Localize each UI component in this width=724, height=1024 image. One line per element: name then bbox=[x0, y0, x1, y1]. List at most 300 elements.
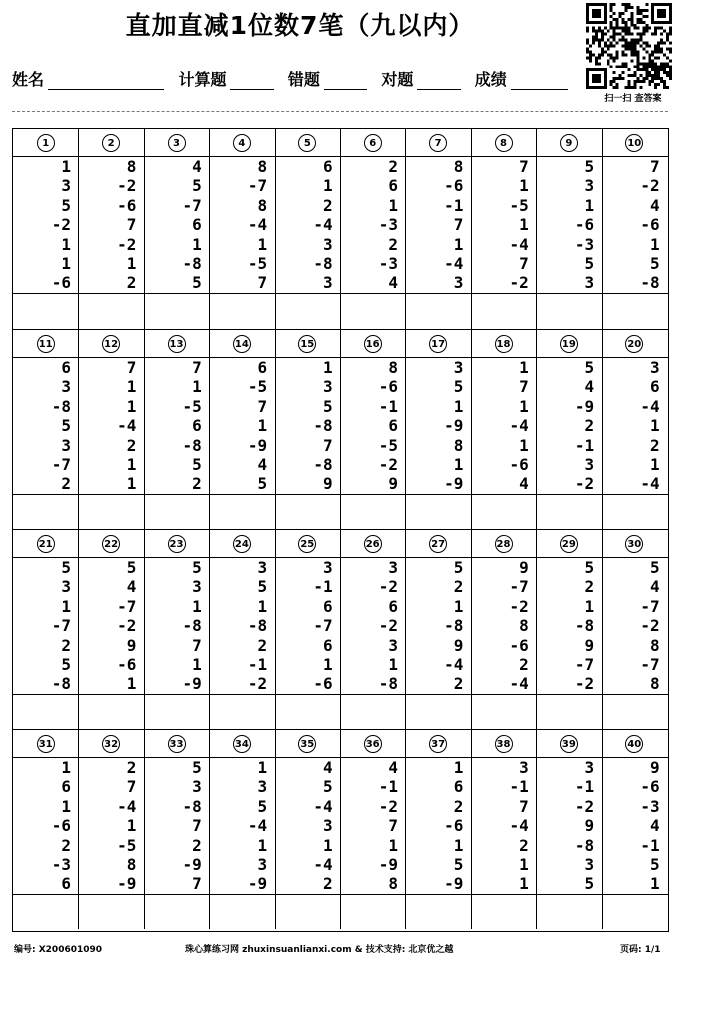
answer-cell[interactable] bbox=[78, 894, 143, 930]
problem-column bbox=[340, 358, 398, 494]
problem-term: 5 bbox=[192, 758, 202, 777]
qr-module bbox=[586, 50, 589, 53]
problem-term: -8 bbox=[574, 835, 595, 855]
qr-module bbox=[601, 30, 604, 33]
qr-module bbox=[610, 21, 613, 24]
problem-term: 6 bbox=[388, 176, 398, 196]
qr-module bbox=[645, 71, 648, 74]
info-blank[interactable] bbox=[48, 71, 164, 90]
qr-module bbox=[648, 62, 651, 65]
answer-cell[interactable] bbox=[471, 494, 536, 530]
qr-module bbox=[654, 62, 657, 65]
problem-term: 1 bbox=[61, 253, 71, 273]
qr-module bbox=[610, 15, 613, 18]
qr-module bbox=[633, 74, 636, 77]
qr-module bbox=[645, 50, 648, 53]
problem-term: 3 bbox=[453, 358, 464, 377]
answer-cell[interactable] bbox=[78, 293, 143, 329]
question-number: 37 bbox=[429, 735, 447, 753]
qr-module bbox=[619, 27, 622, 30]
qr-module bbox=[595, 33, 598, 36]
answer-cell[interactable] bbox=[536, 894, 601, 930]
qr-module bbox=[628, 3, 631, 6]
answer-cell[interactable] bbox=[602, 293, 667, 329]
problem-term: 2 bbox=[61, 835, 71, 855]
qr-module bbox=[633, 45, 636, 48]
problem-term: 3 bbox=[322, 558, 333, 577]
problem-term: 2 bbox=[61, 635, 71, 655]
problem-term: -8 bbox=[51, 674, 71, 694]
answer-cell[interactable] bbox=[209, 293, 274, 329]
qr-module bbox=[651, 68, 654, 71]
problem-term: -4 bbox=[313, 796, 333, 816]
qr-module bbox=[604, 42, 607, 45]
qr-module bbox=[648, 71, 651, 74]
problem-term: 3 bbox=[257, 854, 268, 874]
qr-module bbox=[586, 27, 589, 30]
qr-module bbox=[628, 83, 631, 86]
problem-term: 1 bbox=[126, 377, 137, 397]
qr-module bbox=[645, 27, 648, 30]
question-number: 24 bbox=[233, 535, 251, 553]
qr-module bbox=[622, 30, 625, 33]
answer-cell[interactable] bbox=[144, 894, 209, 930]
answer-cell[interactable] bbox=[340, 894, 405, 930]
problem-term: 3 bbox=[584, 273, 595, 293]
problem-term: 1 bbox=[61, 234, 71, 254]
qr-module bbox=[642, 80, 645, 83]
problem-term: 5 bbox=[61, 195, 71, 215]
problem-term: 1 bbox=[519, 358, 529, 377]
problem-column bbox=[275, 358, 333, 494]
question-number: 40 bbox=[625, 735, 643, 753]
problem-term: 1 bbox=[453, 454, 464, 474]
qr-module bbox=[622, 45, 625, 48]
problem-term: -9 bbox=[444, 416, 464, 436]
problem-term: 1 bbox=[61, 596, 71, 616]
qr-module bbox=[657, 45, 660, 48]
answer-cell[interactable] bbox=[340, 494, 405, 530]
qr-module bbox=[651, 77, 654, 80]
answer-cell[interactable] bbox=[536, 694, 601, 730]
qr-module bbox=[669, 59, 672, 62]
answer-cell[interactable] bbox=[275, 293, 340, 329]
qr-module bbox=[601, 47, 604, 50]
problem-term: -7 bbox=[247, 176, 268, 196]
problem-term: -6 bbox=[117, 195, 137, 215]
qr-module bbox=[607, 59, 610, 62]
problem-term: 2 bbox=[322, 195, 333, 215]
qr-module bbox=[669, 42, 672, 45]
qr-module bbox=[610, 36, 613, 39]
problem-term: 3 bbox=[257, 777, 268, 797]
problem-term: 3 bbox=[388, 635, 398, 655]
problem-term: -1 bbox=[574, 777, 595, 797]
problem-column bbox=[602, 558, 660, 694]
qr-module bbox=[639, 21, 642, 24]
problem-term: 2 bbox=[61, 474, 71, 494]
qr-module bbox=[607, 45, 610, 48]
question-number: 33 bbox=[168, 735, 186, 753]
answer-cell[interactable] bbox=[602, 694, 667, 730]
question-number: 11 bbox=[37, 335, 55, 353]
qr-module bbox=[619, 12, 622, 15]
problem-column bbox=[536, 157, 594, 293]
qr-module bbox=[636, 80, 639, 83]
problem-term: 6 bbox=[61, 777, 71, 797]
answer-cell[interactable] bbox=[13, 293, 78, 329]
qr-module bbox=[666, 33, 669, 36]
problem-term: 1 bbox=[519, 215, 529, 235]
problem-term: -3 bbox=[51, 854, 71, 874]
problem-term: 8 bbox=[388, 874, 398, 894]
problem-term: -2 bbox=[247, 674, 268, 694]
problem-term: -3 bbox=[378, 253, 398, 273]
qr-module bbox=[601, 33, 604, 36]
answer-cell[interactable] bbox=[144, 494, 209, 530]
qr-module bbox=[660, 65, 663, 68]
qr-module bbox=[669, 65, 672, 68]
question-number: 17 bbox=[429, 335, 447, 353]
qr-module bbox=[657, 65, 660, 68]
qr-module bbox=[616, 65, 619, 68]
problem-term: -6 bbox=[378, 377, 398, 397]
answer-cell[interactable] bbox=[275, 894, 340, 930]
problem-term: 5 bbox=[453, 854, 464, 874]
problem-term: 5 bbox=[257, 474, 268, 494]
problem-column bbox=[275, 558, 333, 694]
qr-module bbox=[616, 21, 619, 24]
qr-module bbox=[639, 86, 642, 89]
problem-term: 5 bbox=[584, 558, 595, 577]
qr-module bbox=[625, 45, 628, 48]
problem-term: -7 bbox=[313, 616, 333, 636]
qr-module bbox=[657, 77, 660, 80]
qr-module bbox=[619, 65, 622, 68]
answer-cell[interactable] bbox=[209, 894, 274, 930]
problem-term: 2 bbox=[519, 835, 529, 855]
qr-module bbox=[654, 47, 657, 50]
problem-term: 5 bbox=[61, 558, 71, 577]
answer-cell[interactable] bbox=[275, 494, 340, 530]
answer-cell[interactable] bbox=[78, 694, 143, 730]
qr-module bbox=[639, 62, 642, 65]
problem-term: 3 bbox=[519, 758, 529, 777]
problem-column bbox=[78, 758, 136, 894]
qr-module bbox=[636, 50, 639, 53]
qr-module bbox=[657, 50, 660, 53]
problem-term: 7 bbox=[519, 796, 529, 816]
answer-cell[interactable] bbox=[340, 293, 405, 329]
problem-term: -2 bbox=[117, 234, 137, 254]
problem-term: 1 bbox=[192, 654, 202, 674]
qr-module bbox=[616, 33, 619, 36]
problem-column bbox=[536, 358, 594, 494]
qr-module bbox=[651, 62, 654, 65]
qr-module bbox=[616, 77, 619, 80]
problem-term: -1 bbox=[378, 396, 398, 416]
problem-term: 7 bbox=[126, 358, 137, 377]
answer-cell[interactable] bbox=[144, 293, 209, 329]
problem-term: 5 bbox=[322, 777, 333, 797]
qr-module bbox=[613, 18, 616, 21]
question-number: 9 bbox=[560, 134, 578, 152]
question-number: 14 bbox=[233, 335, 251, 353]
qr-module bbox=[651, 53, 654, 56]
question-number: 38 bbox=[495, 735, 513, 753]
question-number: 19 bbox=[560, 335, 578, 353]
student-info-line bbox=[12, 64, 582, 90]
qr-module bbox=[663, 42, 666, 45]
problem-column bbox=[405, 558, 463, 694]
problem-term: 1 bbox=[649, 874, 660, 894]
qr-module bbox=[654, 45, 657, 48]
problem-term: 1 bbox=[322, 176, 333, 196]
problem-term: 1 bbox=[257, 416, 268, 436]
answer-cell[interactable] bbox=[13, 494, 78, 530]
problem-term: 1 bbox=[192, 377, 202, 397]
qr-module bbox=[622, 3, 625, 6]
qr-module bbox=[669, 30, 672, 33]
problem-term: -9 bbox=[247, 435, 268, 455]
problem-term: 2 bbox=[257, 635, 268, 655]
problem-column bbox=[144, 758, 202, 894]
problem-term: -5 bbox=[378, 435, 398, 455]
problem-term: 1 bbox=[257, 835, 268, 855]
answer-cell[interactable] bbox=[536, 293, 601, 329]
qr-module bbox=[586, 30, 589, 33]
question-number: 23 bbox=[168, 535, 186, 553]
info-label: 错题 bbox=[287, 70, 320, 89]
answer-cell[interactable] bbox=[209, 694, 274, 730]
problem-term: 2 bbox=[453, 674, 464, 694]
qr-module bbox=[625, 42, 628, 45]
problem-term: 5 bbox=[584, 253, 595, 273]
answer-cell[interactable] bbox=[536, 494, 601, 530]
problem-term: -3 bbox=[640, 796, 660, 816]
qr-module bbox=[636, 68, 639, 71]
question-number: 16 bbox=[364, 335, 382, 353]
answer-cell[interactable] bbox=[144, 694, 209, 730]
qr-module bbox=[607, 62, 610, 65]
problem-term: 2 bbox=[584, 416, 595, 436]
qr-module bbox=[654, 65, 657, 68]
qr-module bbox=[660, 62, 663, 65]
qr-module bbox=[628, 68, 631, 71]
qr-module bbox=[636, 53, 639, 56]
problem-term: 4 bbox=[519, 474, 529, 494]
qr-module bbox=[660, 33, 663, 36]
problem-term: -4 bbox=[509, 674, 529, 694]
qr-module bbox=[654, 30, 657, 33]
qr-module bbox=[660, 50, 663, 53]
info-label: 对题 bbox=[381, 70, 414, 89]
qr-module bbox=[654, 74, 657, 77]
qr-module bbox=[657, 9, 666, 18]
qr-module bbox=[633, 47, 636, 50]
qr-module bbox=[630, 12, 633, 15]
qr-module bbox=[595, 39, 598, 42]
problem-term: -8 bbox=[313, 416, 333, 436]
problem-term: -2 bbox=[640, 616, 660, 636]
qr-module bbox=[607, 39, 610, 42]
problem-term: 1 bbox=[257, 596, 268, 616]
qr-module bbox=[663, 30, 666, 33]
problem-term: -8 bbox=[182, 796, 202, 816]
problem-term: 1 bbox=[257, 234, 268, 254]
info-label: 计算题 bbox=[178, 70, 227, 89]
info-blank[interactable] bbox=[417, 71, 460, 90]
qr-module bbox=[625, 53, 628, 56]
qr-module bbox=[613, 45, 616, 48]
qr-module bbox=[610, 83, 613, 86]
problem-column bbox=[275, 157, 333, 293]
problem-term: 1 bbox=[649, 416, 660, 436]
qr-module bbox=[669, 77, 672, 80]
qr-module bbox=[636, 77, 639, 80]
qr-module bbox=[636, 42, 639, 45]
qr-module bbox=[613, 80, 616, 83]
answer-cell[interactable] bbox=[13, 694, 78, 730]
problem-term: -1 bbox=[313, 577, 333, 597]
question-number: 10 bbox=[625, 134, 643, 152]
answer-cell[interactable] bbox=[405, 694, 470, 730]
problem-term: -3 bbox=[574, 234, 595, 254]
answer-cell[interactable] bbox=[471, 894, 536, 930]
problem-term: 6 bbox=[192, 416, 202, 436]
qr-module bbox=[642, 27, 645, 30]
answer-cell[interactable] bbox=[602, 494, 667, 530]
problem-term: 7 bbox=[519, 253, 529, 273]
qr-module bbox=[598, 62, 601, 65]
qr-module bbox=[669, 71, 672, 74]
qr-module bbox=[633, 53, 636, 56]
problem-term: -7 bbox=[117, 596, 137, 616]
qr-module bbox=[639, 80, 642, 83]
qr-module bbox=[604, 27, 607, 30]
problem-term: 2 bbox=[192, 474, 202, 494]
question-number: 29 bbox=[560, 535, 578, 553]
problem-term: 2 bbox=[519, 654, 529, 674]
problem-term: 5 bbox=[649, 558, 660, 577]
qr-module bbox=[607, 30, 610, 33]
problem-term: 5 bbox=[126, 558, 137, 577]
qr-module bbox=[666, 47, 669, 50]
question-number: 34 bbox=[233, 735, 251, 753]
qr-module bbox=[592, 53, 595, 56]
answer-cell[interactable] bbox=[13, 894, 78, 930]
qr-module bbox=[642, 30, 645, 33]
info-label: 成绩 bbox=[474, 70, 507, 89]
problem-column bbox=[405, 358, 463, 494]
info-blank[interactable] bbox=[230, 71, 273, 90]
problem-term: 3 bbox=[61, 577, 71, 597]
answer-cell[interactable] bbox=[275, 694, 340, 730]
problem-term: -8 bbox=[574, 616, 595, 636]
qr-module bbox=[625, 65, 628, 68]
qr-module bbox=[628, 27, 631, 30]
qr-module bbox=[663, 65, 666, 68]
problem-term: 3 bbox=[584, 854, 595, 874]
answer-cell[interactable] bbox=[209, 494, 274, 530]
problem-term: -1 bbox=[574, 435, 595, 455]
question-number: 3 bbox=[168, 134, 186, 152]
info-blank[interactable] bbox=[511, 71, 568, 90]
qr-module bbox=[589, 56, 592, 59]
qr-module bbox=[586, 42, 589, 45]
qr-module bbox=[660, 77, 663, 80]
qr-module bbox=[589, 45, 592, 48]
problem-term: 6 bbox=[61, 358, 71, 377]
qr-module bbox=[630, 18, 633, 21]
problem-term: 1 bbox=[126, 816, 137, 836]
qr-module bbox=[636, 21, 639, 24]
problem-term: -8 bbox=[313, 253, 333, 273]
qr-module bbox=[642, 21, 645, 24]
problem-column bbox=[536, 558, 594, 694]
qr-module bbox=[642, 65, 645, 68]
problem-term: -4 bbox=[117, 416, 137, 436]
problem-term: 7 bbox=[453, 215, 464, 235]
problem-term: -2 bbox=[51, 215, 71, 235]
qr-module bbox=[595, 30, 598, 33]
qr-module bbox=[610, 53, 613, 56]
problem-column bbox=[13, 358, 71, 494]
problem-column bbox=[209, 358, 267, 494]
problem-term: -4 bbox=[640, 396, 660, 416]
problem-column bbox=[13, 157, 71, 293]
question-number: 36 bbox=[364, 735, 382, 753]
qr-module bbox=[669, 47, 672, 50]
answer-cell[interactable] bbox=[602, 894, 667, 930]
problem-term: -6 bbox=[640, 215, 660, 235]
qr-module bbox=[613, 30, 616, 33]
problem-term: 1 bbox=[519, 435, 529, 455]
answer-cell[interactable] bbox=[405, 894, 470, 930]
info-blank[interactable] bbox=[324, 71, 367, 90]
answer-cell[interactable] bbox=[471, 293, 536, 329]
qr-module bbox=[628, 47, 631, 50]
problem-column bbox=[602, 758, 660, 894]
qr-module bbox=[657, 27, 660, 30]
qr-module bbox=[654, 77, 657, 80]
answer-cell[interactable] bbox=[405, 293, 470, 329]
problem-term: -2 bbox=[574, 796, 595, 816]
qr-module bbox=[657, 68, 660, 71]
problem-term: 3 bbox=[192, 577, 202, 597]
problem-term: -9 bbox=[444, 874, 464, 894]
problem-column bbox=[405, 157, 463, 293]
problem-term: -2 bbox=[378, 454, 398, 474]
qr-module bbox=[595, 36, 598, 39]
problem-term: 1 bbox=[126, 253, 137, 273]
problem-term: -5 bbox=[182, 396, 202, 416]
problem-term: 4 bbox=[322, 758, 333, 777]
problem-term: 8 bbox=[519, 616, 529, 636]
qr-module bbox=[648, 27, 651, 30]
qr-module bbox=[610, 24, 613, 27]
answer-cell[interactable] bbox=[340, 694, 405, 730]
problem-term: -8 bbox=[378, 674, 398, 694]
qr-module bbox=[663, 86, 666, 89]
qr-module bbox=[622, 77, 625, 80]
qr-module bbox=[601, 39, 604, 42]
qr-module bbox=[592, 42, 595, 45]
answer-cell[interactable] bbox=[471, 694, 536, 730]
answer-cell[interactable] bbox=[78, 494, 143, 530]
problem-term: 6 bbox=[192, 215, 202, 235]
answer-cell[interactable] bbox=[405, 494, 470, 530]
